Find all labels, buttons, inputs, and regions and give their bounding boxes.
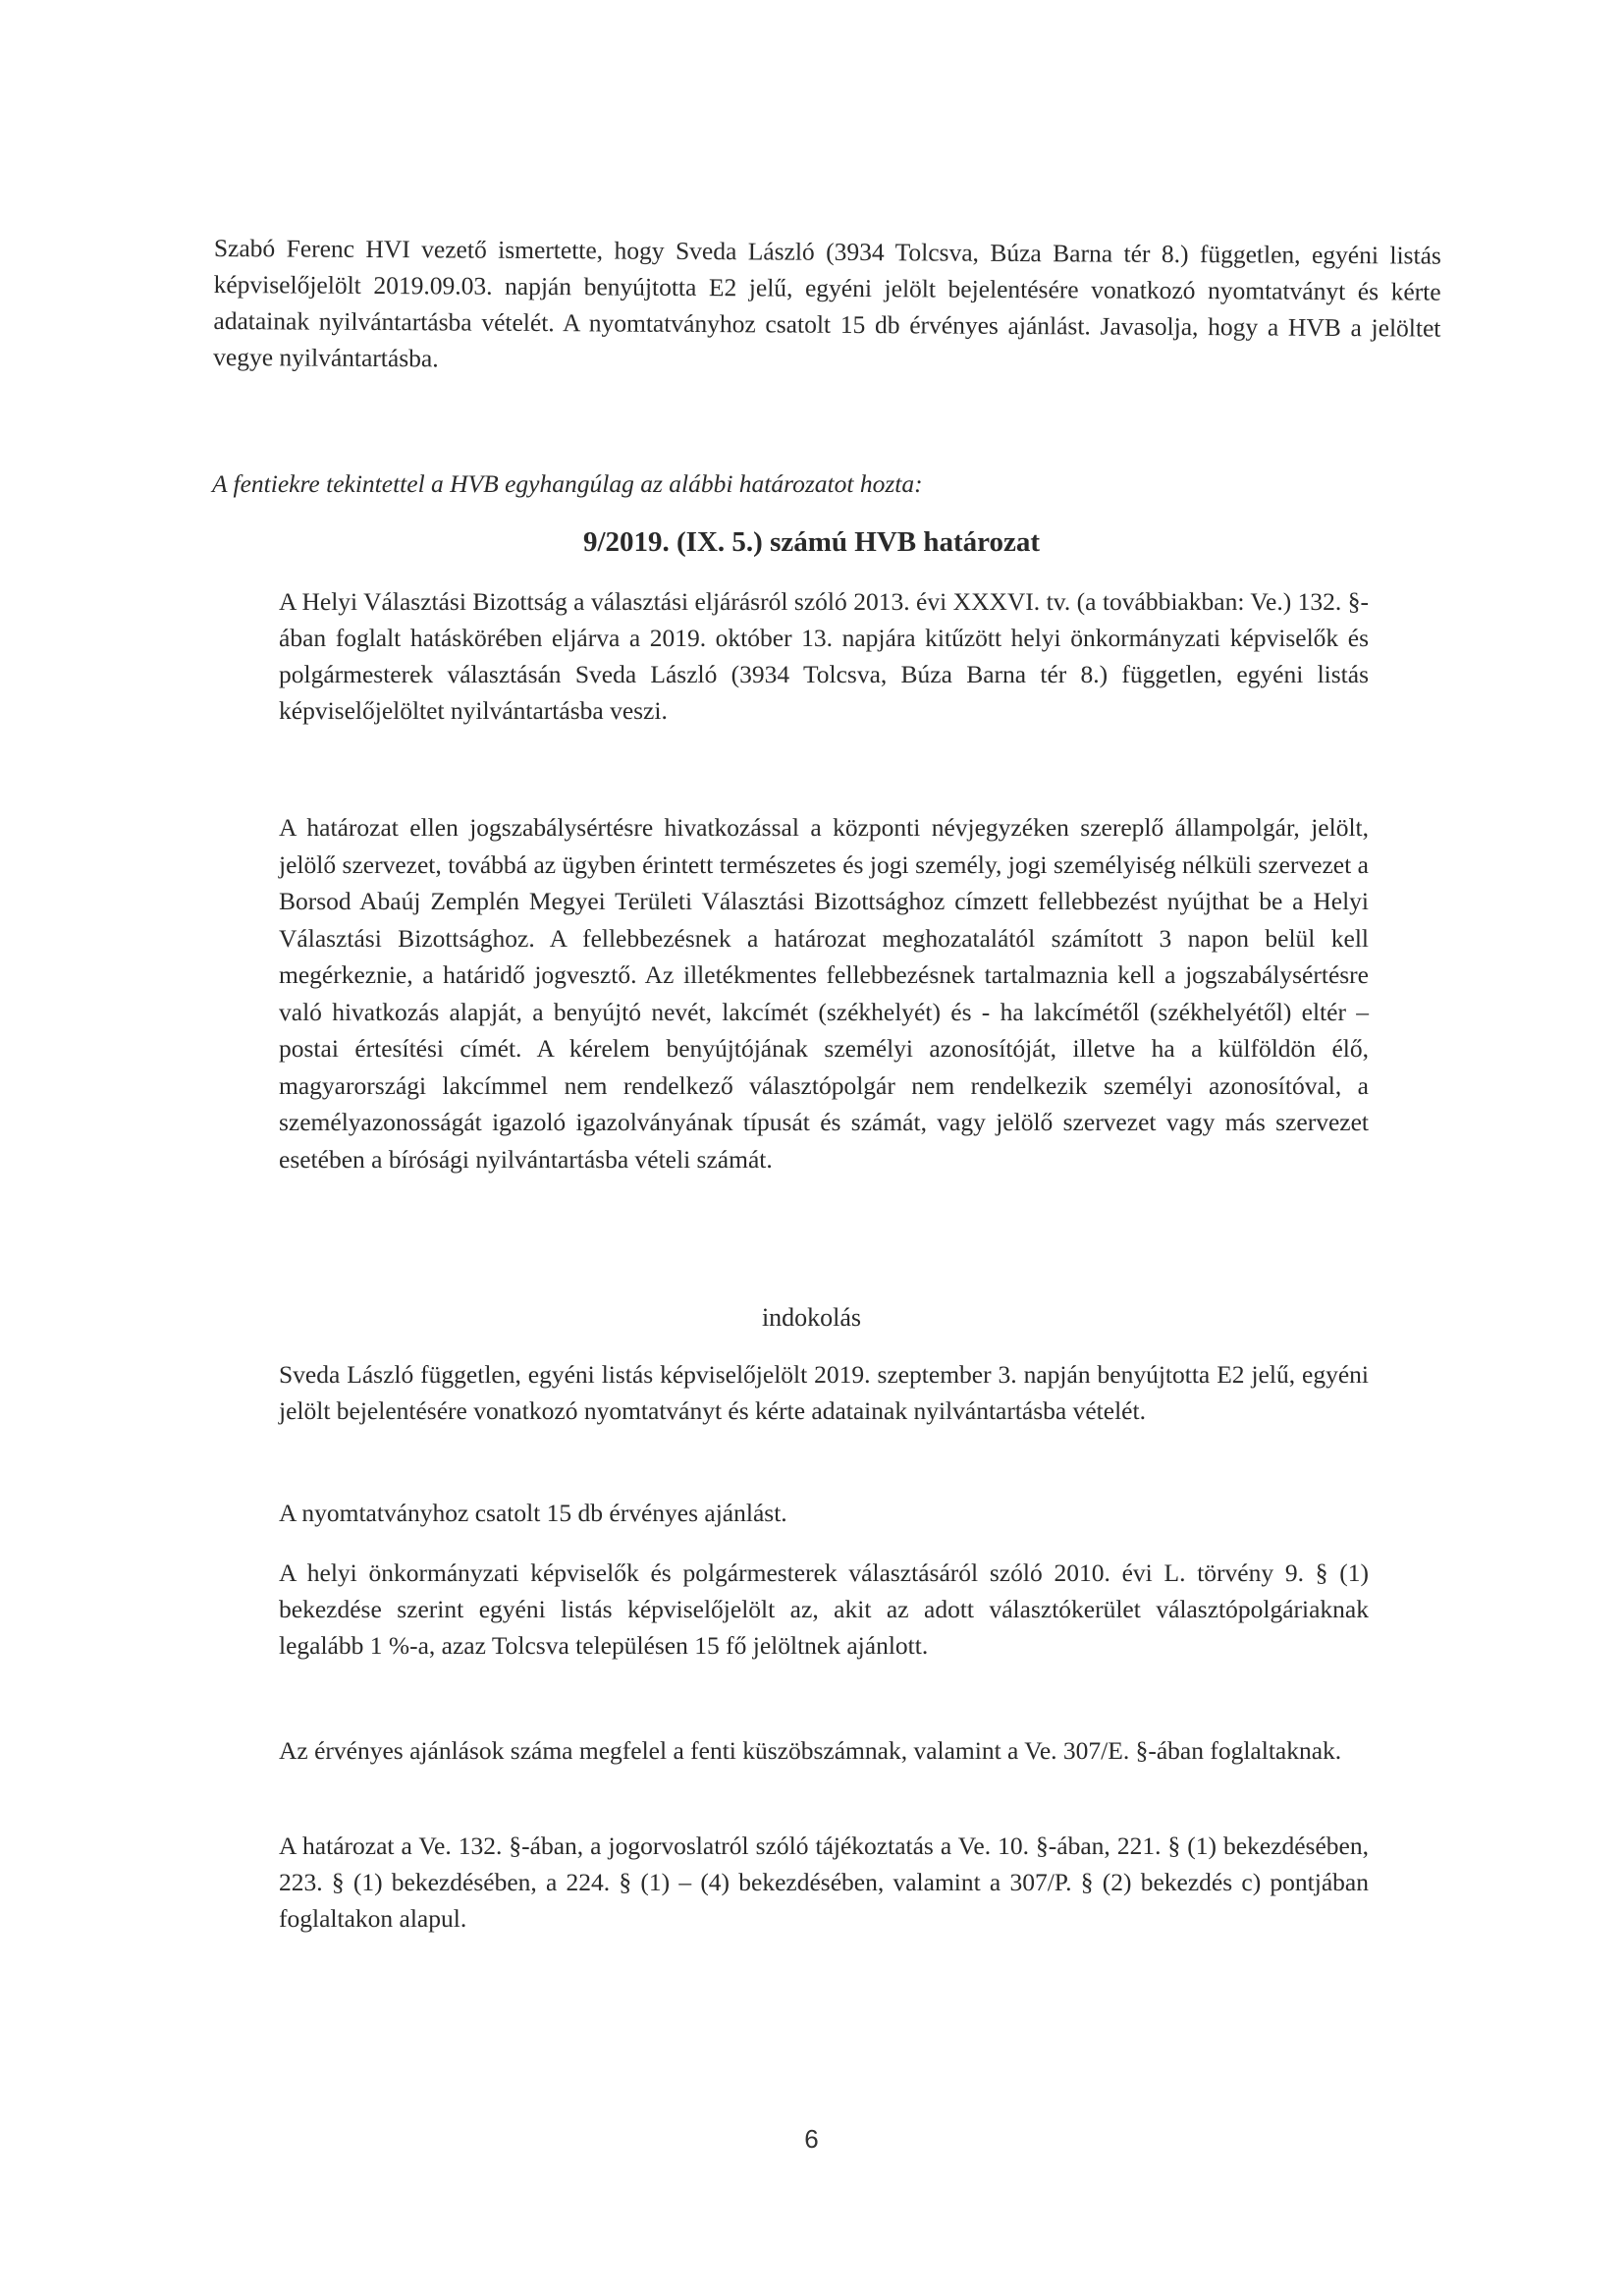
intro-paragraph: Szabó Ferenc HVI vezető ismertette, hogy Sveda László (3934 Tolcsva, Búza Barna tér 8.) független, egyéni listás képviselőjelölt 2019.09.03. napján benyújtotta E2 jelű, egyéni jelölt bejelentésére vonatkozó nyomtatványt és kérte adatainak nyilvántartásba vételét. A nyomtatványhoz csatolt 15 db érvényes ajánlást. Javasolja, hogy a HVB a jelöltet vegye nyilvántartásba. — [213, 233, 1441, 373]
reasons-paragraph-1: Sveda László független, egyéni listás képviselőjelölt 2019. szeptember 3. napján benyújtotta E2 jelű, egyéni jelölt bejelentésére vonatkozó nyomtatványt és kérte adatainak nyilvántartásba vételét. — [279, 1360, 1369, 1425]
reasons-paragraph-2: A nyomtatványhoz csatolt 15 db érvényes ajánlást. — [279, 1499, 787, 1527]
page-number: 6 — [804, 2124, 819, 2154]
reasons-paragraph-3: A helyi önkormányzati képviselők és polgármesterek választásáról szóló 2010. évi L. törvény 9. § (1) bekezdése szerint egyéni listás képviselőjelölt az, akit az adott választókerület választópolgáriaknak legalább 1 %-a, azaz Tolcsva településen 15 fő jelöltnek ajánlott. — [279, 1558, 1369, 1660]
reasons-paragraph-4: Az érvényes ajánlások száma megfelel a fenti küszöbszámnak, valamint a Ve. 307/E. §-ában foglaltaknak. — [279, 1736, 1342, 1765]
decision-title: 9/2019. (IX. 5.) számú HVB határozat — [582, 526, 1041, 558]
decision-paragraph: A Helyi Választási Bizottság a választási eljárásról szóló 2013. évi XXXVI. tv. (a továbbiakban: Ve.) 132. §-ában foglalt hatáskörében eljárva a 2019. október 13. napjára kitűzött helyi önkormányzati képviselők és polgármesterek választásán Sveda László (3934 Tolcsva, Búza Barna tér 8.) független, egyéni listás képviselőjelöltet nyilvántartásba veszi. — [279, 587, 1369, 725]
reasons-paragraph-5: A határozat a Ve. 132. §-ában, a jogorvoslatról szóló tájékoztatás a Ve. 10. §-ában, 221. § (1) bekezdésében, 223. § (1) bekezdésében, a 224. § (1) – (4) bekezdésében, valamint a 307/P. § (2) bekezdés c) pontjában foglaltakon alapul. — [279, 1831, 1369, 1933]
reasons-title: indokolás — [761, 1303, 862, 1332]
appeal-paragraph: A határozat ellen jogszabálysértésre hivatkozással a központi névjegyzéken szereplő állampolgár, jelölt, jelölő szervezet, továbbá az ügyben érintett természetes és jogi személy, jogi személyiség nélküli szervezet a Borsod Abaúj Zemplén Megyei Területi Választási Bizottsághoz címzett fellebbezést nyújthat be a Helyi Választási Bizottsághoz. A fellebbezésnek a határozat meghozatalától számított 3 napon belül kell megérkeznie, a határidő jogvesztő. Az illetékmentes fellebbezésnek tartalmaznia kell a jogszabálysértésre való hivatkozás alapját, a benyújtó nevét, lakcímét (székhelyét) és - ha lakcímétől (székhelyétől) eltér – postai értesítési címét. A kérelem benyújtójának személyi azonosítóját, illetve ha a külföldön élő, magyarországi lakcímmel nem rendelkező választópolgár nem rendelkezik személyi azonosítóval, a személyazonosságát igazoló igazolványának típusát és számát, vagy jelölő szervezet vagy más szervezet esetében a bírósági nyilvántartásba vételi számát. — [279, 813, 1369, 1174]
lead-sentence: A fentiekre tekintettel a HVB egyhangúlag az alábbi határozatot hozta: — [212, 469, 923, 498]
